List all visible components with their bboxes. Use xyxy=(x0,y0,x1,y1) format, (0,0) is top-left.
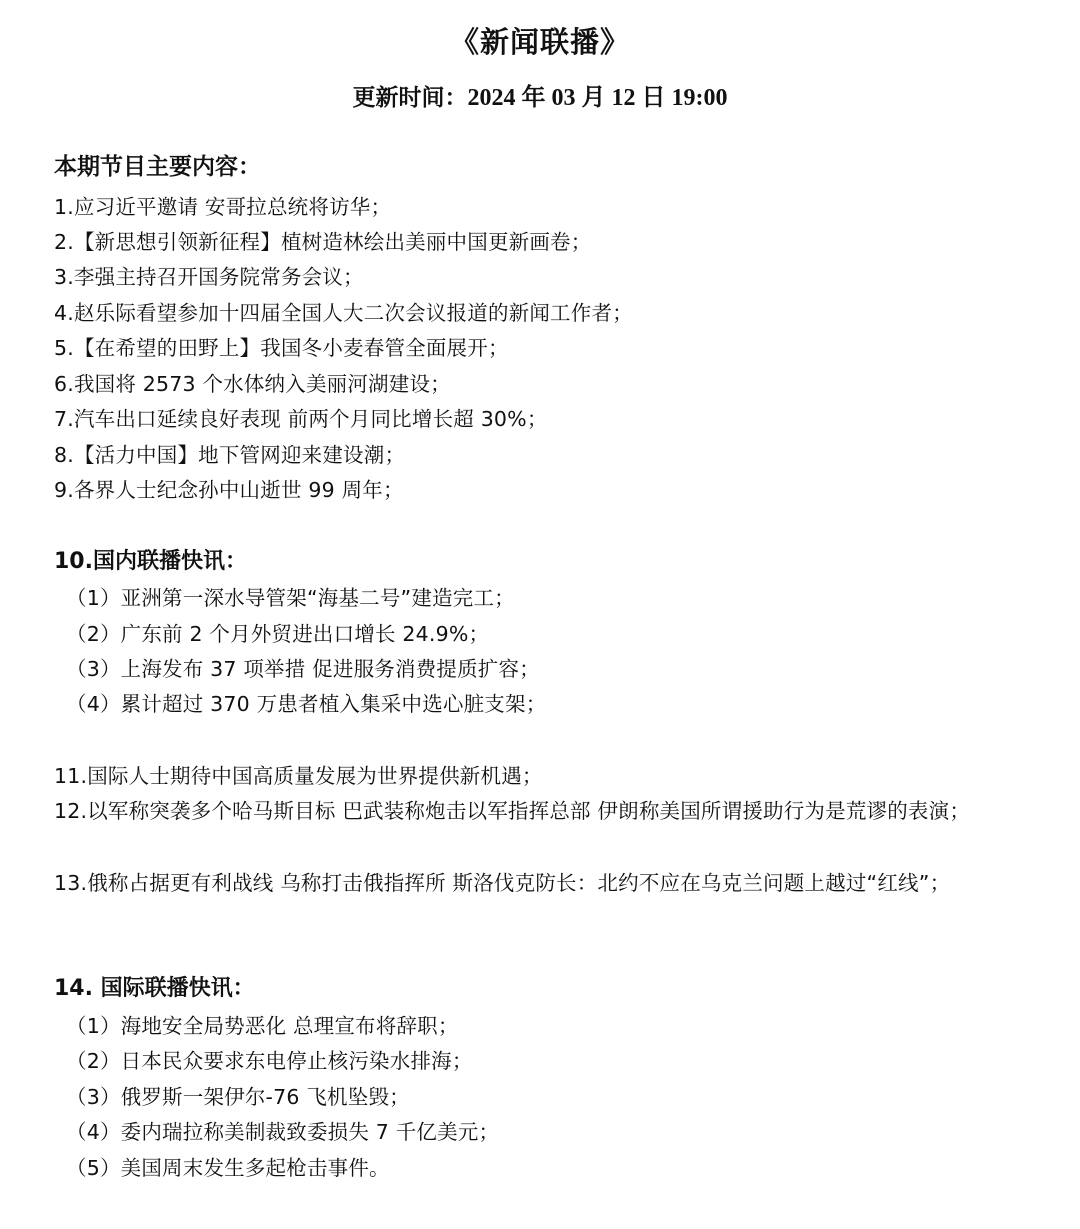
update-time-label: 更新时间： xyxy=(352,85,468,111)
main-item-8: 8.【活力中国】地下管网迎来建设潮； xyxy=(54,443,406,467)
international-brief-4: （4）委内瑞拉称美制裁致委损失 7 千亿美元； xyxy=(66,1120,500,1144)
update-time-line xyxy=(0,80,1080,116)
main-item-4: 4.赵乐际看望参加十四届全国人大二次会议报道的新闻工作者； xyxy=(54,301,633,325)
main-item-3: 3.李强主持召开国务院常务会议； xyxy=(54,265,364,289)
domestic-item-2: （2）广东前 2 个月外贸进出口增长 24.9%； xyxy=(66,622,490,646)
international-brief-2: （2）日本民众要求东电停止核污染水排海； xyxy=(66,1049,473,1073)
main-item-2: 2.【新思想引领新征程】植树造林绘出美丽中国更新画卷； xyxy=(54,230,592,254)
main-item-5: 5.【在希望的田野上】我国冬小麦春管全面展开； xyxy=(54,336,509,360)
domestic-item-3: （3）上海发布 37 项举措 促进服务消费提质扩容； xyxy=(66,657,540,681)
main-item-7: 7.汽车出口延续良好表现 前两个月同比增长超 30%； xyxy=(54,407,548,431)
international-brief-3: （3）俄罗斯一架伊尔-76 飞机坠毁； xyxy=(66,1085,410,1109)
main-item-6: 6.我国将 2573 个水体纳入美丽河湖建设； xyxy=(54,372,451,396)
main-item-9: 9.各界人士纪念孙中山逝世 99 周年； xyxy=(54,478,404,502)
document-title: 《新闻联播》 xyxy=(449,25,630,59)
international-item-12: 12.以军称突袭多个哈马斯目标 巴武装称炮击以军指挥总部 伊朗称美国所谓援助行为是荒谬的表演； xyxy=(54,799,971,823)
domestic-item-4: （4）累计超过 370 万患者植入集采中选心脏支架； xyxy=(66,692,547,716)
international-brief-5: （5）美国周末发生多起枪击事件。 xyxy=(66,1156,390,1180)
domestic-item-1: （1）亚洲第一深水导管架“海基二号”建造完工； xyxy=(66,586,515,610)
domestic-news-heading: 10.国内联播快讯： xyxy=(54,549,247,574)
international-brief-1: （1）海地安全局势恶化 总理宣布将辞职； xyxy=(66,1014,459,1038)
main-content-heading: 本期节目主要内容： xyxy=(54,154,261,180)
update-time-value: 2024 年 03 月 12 日 19:00 xyxy=(467,85,728,111)
international-news-heading: 14. 国际联播快讯： xyxy=(54,976,255,1001)
main-item-1: 1.应习近平邀请 安哥拉总统将访华； xyxy=(54,195,392,219)
international-item-13: 13.俄称占据更有利战线 乌称打击俄指挥所 斯洛伐克防长：北约不应在乌克兰问题上越过“红线”； xyxy=(54,871,951,895)
international-item-11: 11.国际人士期待中国高质量发展为世界提供新机遇； xyxy=(54,764,543,788)
